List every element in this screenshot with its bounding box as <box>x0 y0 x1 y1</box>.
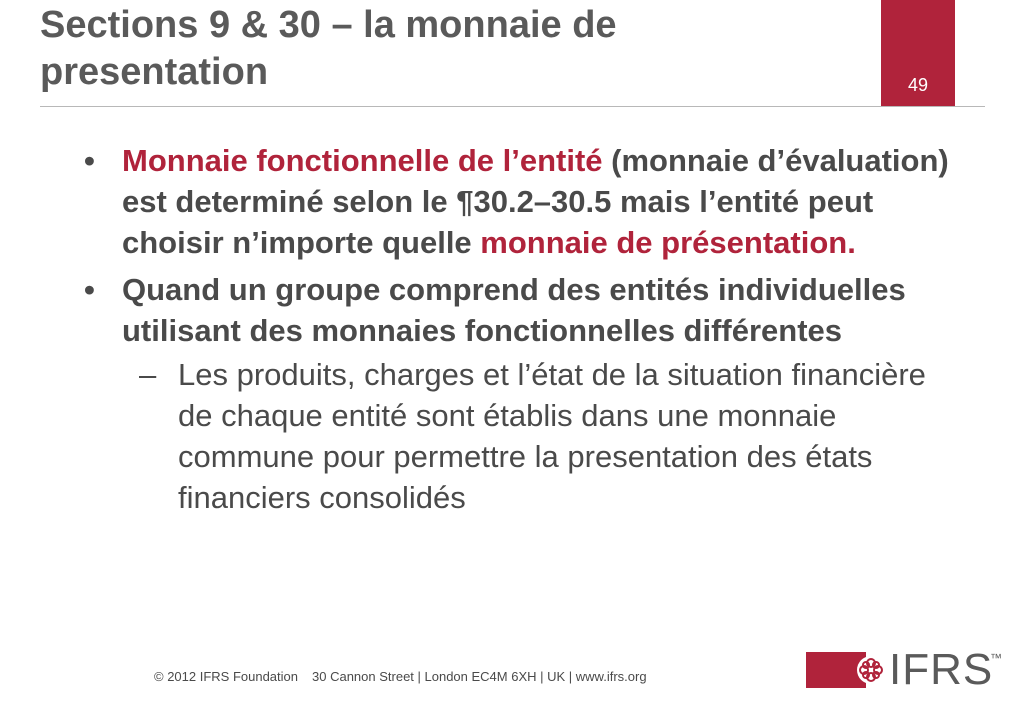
logo-trademark: ™ <box>990 651 1002 665</box>
bullet-item <box>84 140 964 263</box>
slide-body <box>84 140 964 549</box>
flower-icon <box>856 655 886 685</box>
footer-address: 30 Cannon Street | London EC4M 6XH | UK | www.ifrs.org <box>312 669 647 684</box>
logo-text: IFRS <box>889 645 994 694</box>
footer <box>154 669 647 684</box>
footer-copyright: © 2012 IFRS Foundation <box>154 669 298 684</box>
bullet-dot-icon: • <box>84 143 95 178</box>
dash-bullet-icon: – <box>139 357 157 392</box>
bullet-dot-icon: • <box>84 272 95 307</box>
bullet-text: Quand un groupe comprend des entités individuelles utilisant des monnaies fonctionnelles différentes <box>122 272 906 348</box>
bullet-highlight-2: monnaie de présentation. <box>480 225 856 260</box>
page-number-tab <box>881 0 955 106</box>
bullet-text: (monnaie d’évaluation) est determiné selon le ¶30.2–30.5 mais l’entité peut choisir n’importe quelle <box>122 143 949 260</box>
bullet-item <box>84 269 964 351</box>
bullet-highlight: Monnaie fonctionnelle de l’entité <box>122 143 603 178</box>
title-divider <box>40 106 985 107</box>
sub-bullet-text: Les produits, charges et l’état de la situation financière de chaque entité sont établis dans une monnaie commune pour permettre la presentation des états financiers consolidés <box>178 357 926 515</box>
sub-bullet-item <box>122 354 964 518</box>
ifrs-logo <box>806 645 1002 694</box>
page-number: 49 <box>907 75 929 95</box>
slide-title: Sections 9 & 30 – la monnaie de presentation <box>40 4 617 93</box>
